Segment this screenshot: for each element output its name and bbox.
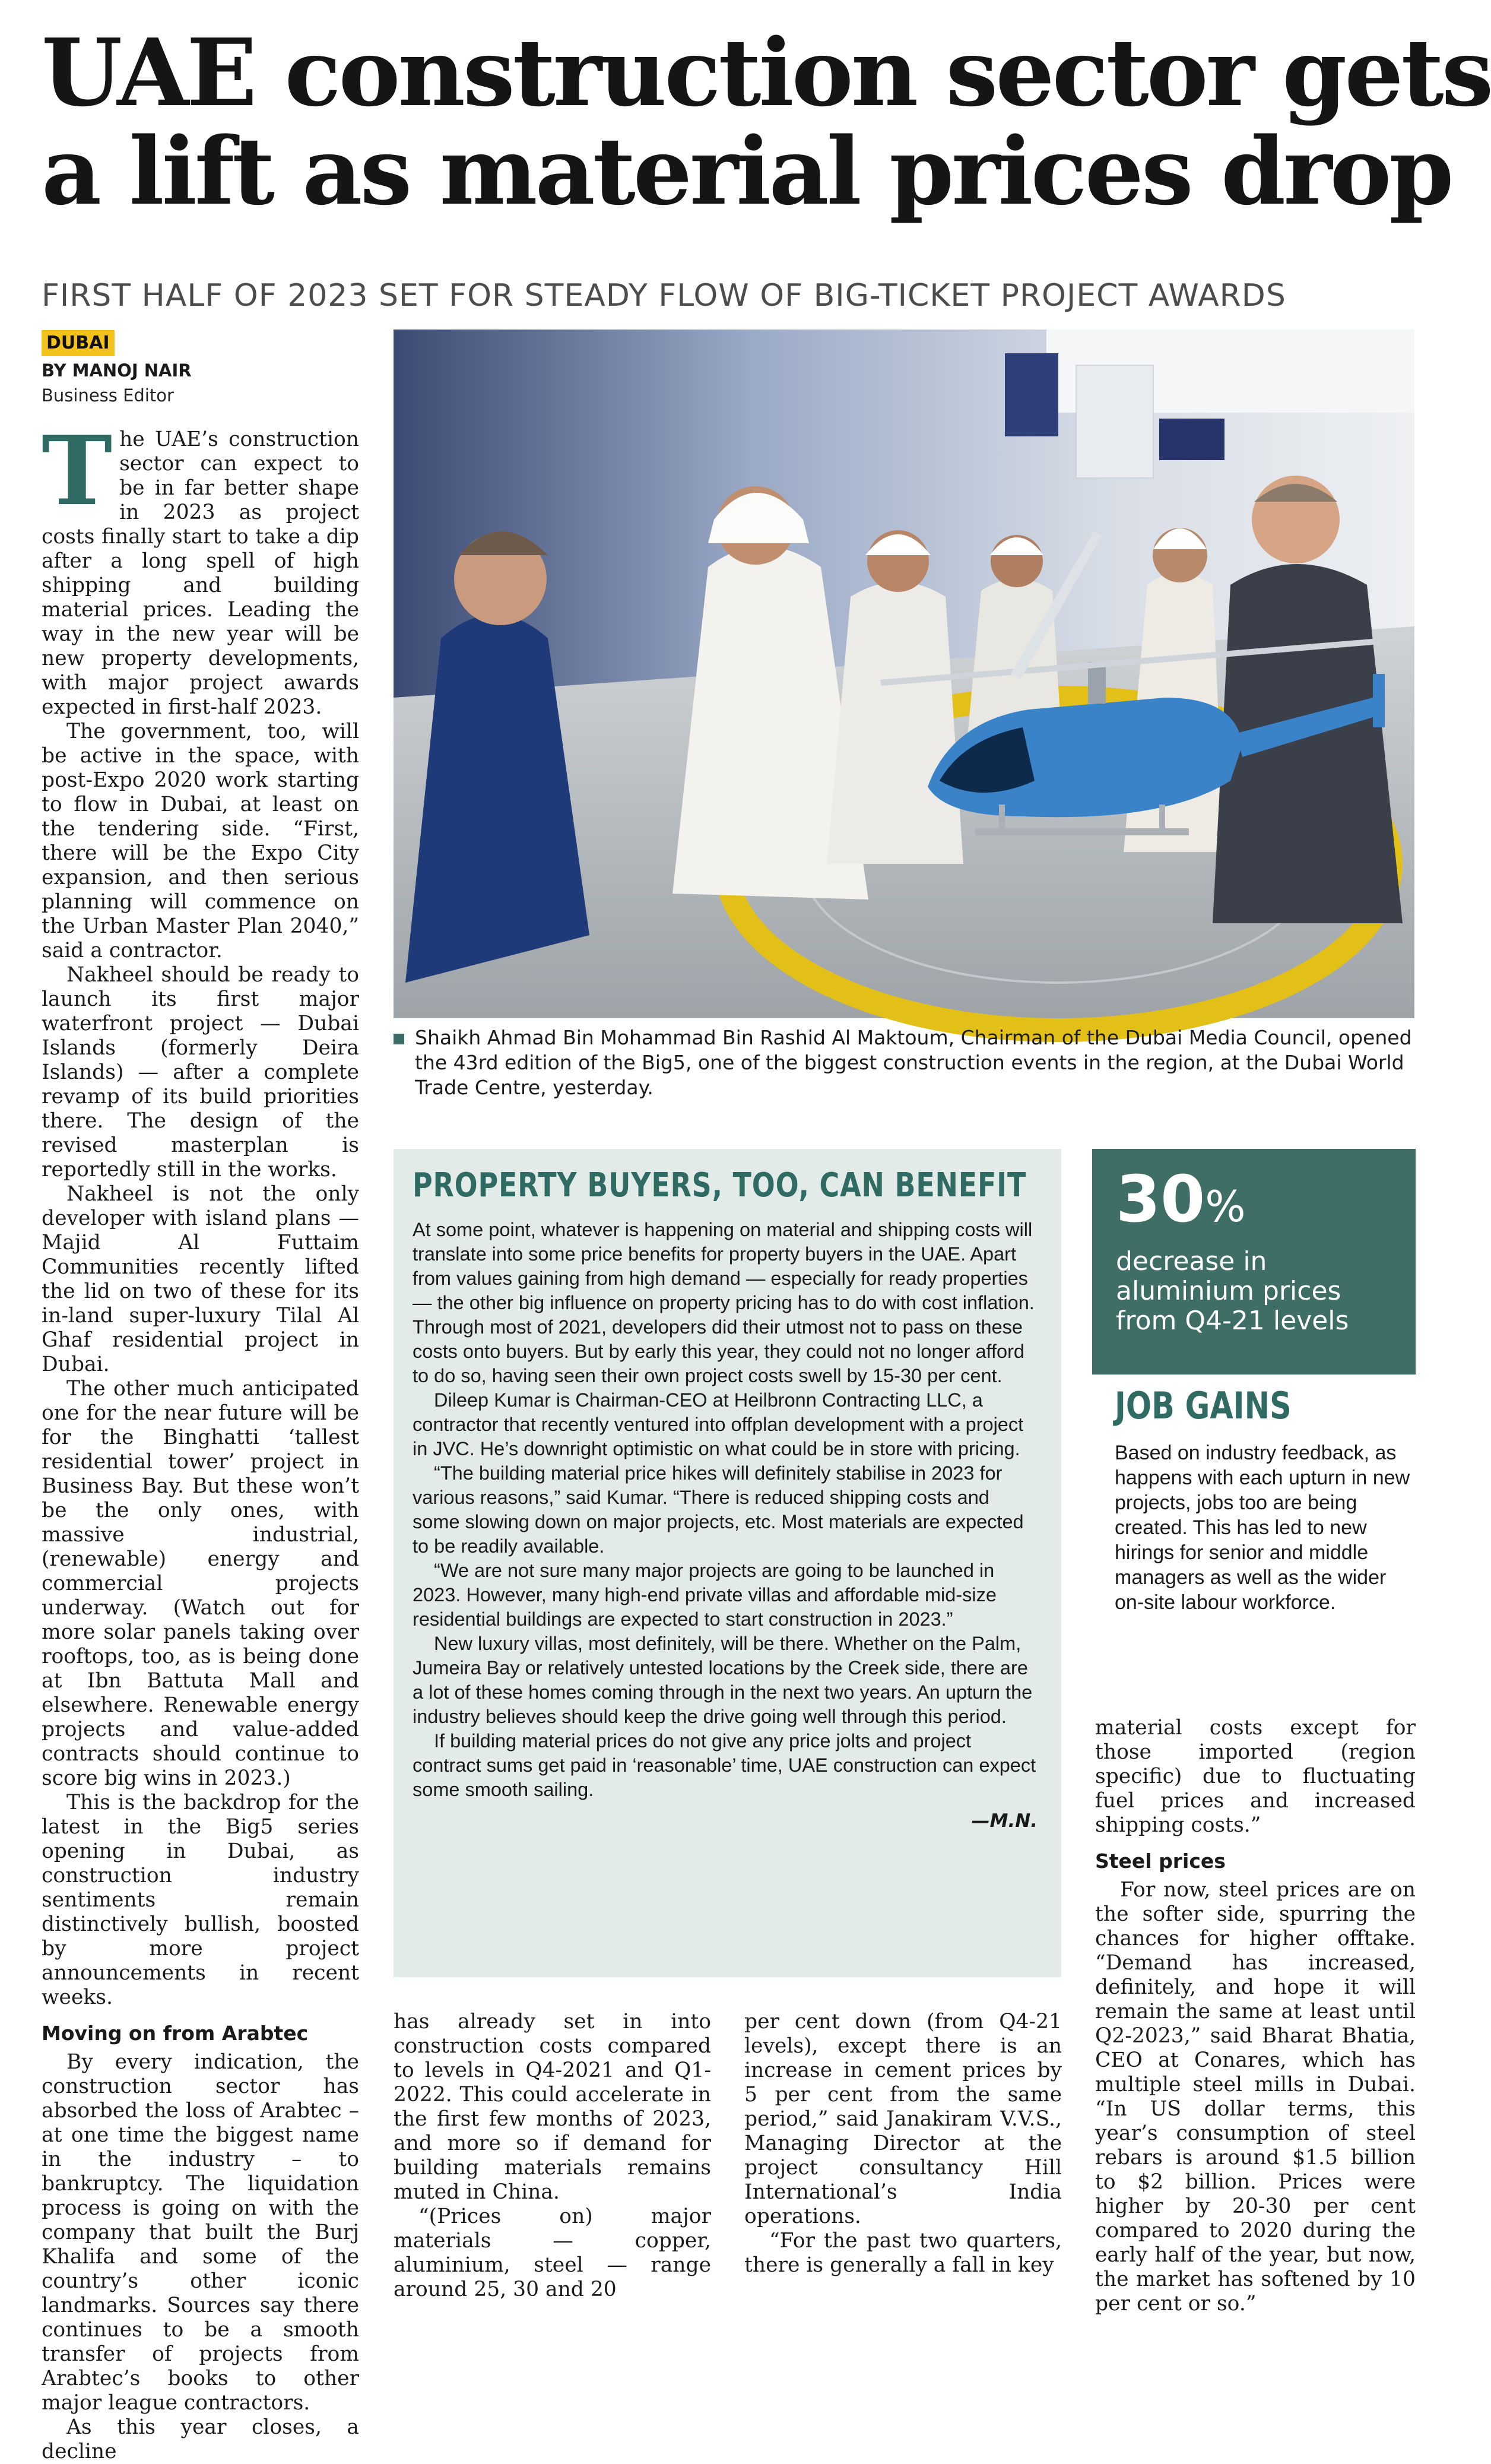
sidebar-paragraph: “The building material price hikes will definitely stabilise in 2023 for various reasons,” said Kumar. “There is reduced shipping costs and some slowing down on major projects, etc. Most materials are expected to be readily available. [413,1462,1024,1557]
dateline: DUBAI [42,330,115,356]
paragraph: Nakheel should be ready to launch its first major waterfront project — Dubai Islands (formerly Deira Islands) — after a complete revamp of its build priorities there. The design of the revised masterplan is reportedly still in the works. [42,963,359,1182]
job-gains-title: JOB GAINS [1115,1384,1292,1427]
sidebar-property-buyers [394,1149,1061,1977]
paragraph: “For the past two quarters, there is generally a fall in key [744,2229,1062,2277]
paragraph: “(Prices on) major materials — copper, aluminium, steel — range around 25, 30 and 20 [394,2205,711,2301]
paragraph: material costs except for those imported (region specific) due to fluctuating fuel prices and increased shipping costs.” [1095,1716,1416,1837]
sidebar-paragraph: New luxury villas, most definitely, will be there. Whether on the Palm, Jumeira Bay or relatively untested locations by the Creek side, there are a lot of these homes coming through in the next two years. An upturn the industry believes should keep the drive going well through this period. [413,1633,1033,1727]
article-column-3 [744,2010,1062,2283]
headline-line-1: UAE construction sector gets [42,18,1491,127]
paragraph: This is the backdrop for the latest in the Big5 series opening in Dubai, as construction industry sentiments remain distinctively bullish, boosted by more project announcements in recent weeks. [42,1791,359,2009]
paragraph: per cent down (from Q4-21 levels), except there is an increase in cement prices by 5 per cent from the same period,” said Janakiram V.V.S., Managing Director at the project consultancy Hill International’s India operations. [744,2010,1062,2228]
article-column-2 [394,2010,711,2301]
sidebar-paragraph: At some point, whatever is happening on material and shipping costs will translate into some price benefits for property buyers in the UAE. Apart from values gaining from high demand — especially for ready properties — the other big influence on property pricing has to do with cost inflation. Through most of 2021, developers did their utmost not to pass on these costs onto buyers. But by early this year, they could not no longer afford to do so, having seen their own project costs swell by 15-30 per cent. [413,1219,1035,1386]
subheadline: FIRST HALF OF 2023 SET FOR STEADY FLOW OF BIG-TICKET PROJECT AWARDS [42,278,1286,313]
stat-label: decrease in aluminium prices from Q4-21 levels [1116,1246,1349,1336]
lead-paragraph: The UAE’s construction sector can expect to be in far better shape in 2023 as project costs finally start to take a dip after a long spell of high shipping and building material prices. Leading the way in the new year will be new property developments, with major project awards expected in first-half 2023. [42,415,359,719]
stat-unit: % [1205,1182,1246,1231]
photo-caption: Shaikh Ahmad Bin Mohammad Bin Rashid Al Maktoum, Chairman of the Dubai Media Council, opened the 43rd edition of the Big5, one of the biggest construction events in the region, at the Dubai World Trade Centre, yesterday. [394,1025,1414,1100]
byline-role: Business Editor [42,385,174,406]
sidebar-paragraph: If building material prices do not give any price jolts and project contract sums get paid in ‘reasonable’ time, UAE construction can expect some smooth sailing. [413,1730,1036,1800]
paragraph: The government, too, will be active in the space, with post-Expo 2020 work starting to flow in Dubai, at least on the tendering side. “First, there will be the Expo City expansion, and then serious planning will commence on the Urban Master Plan 2040,” said a contractor. [42,720,359,962]
sidebar-body [413,1218,1038,1802]
paragraph: By every indication, the construction sector has absorbed the loss of Arabtec – at one time the biggest name in the industry – to bankruptcy. The liquidation process is going on with the company that built the Burj Khalifa and some of the country’s other iconic landmarks. Sources say there continues to be a smooth transfer of projects from Arabtec’s books to other major league contractors. [42,2050,359,2415]
job-gains-body: Based on industry feedback, as happens with each upturn in new projects, jobs too are being created. This has led to new hirings for senior and middle managers as well as the wider on-site labour workforce. [1115,1442,1410,1614]
paragraph: Nakheel is not the only developer with island plans — Majid Al Futtaim Communities recently lifted the lid on two of these for its in-land super-luxury Tilal Al Ghaf residential project in Dubai. [42,1182,359,1376]
sidebar-signature: —M.N. [971,1810,1038,1832]
photo-illustration [394,330,1414,1018]
caption-bullet-icon [394,1034,404,1044]
sidebar-paragraph: Dileep Kumar is Chairman-CEO at Heilbronn Contracting LLC, a contractor that recently ventured into offplan development with a project in JVC. He’s downright optimistic on what could be in store with pricing. [413,1389,1024,1459]
byline-author: BY MANOJ NAIR [42,360,192,381]
section-heading-steel: Steel prices [1095,1849,1226,1873]
headline-line-2: a lift as material prices drop [42,117,1452,226]
paragraph: has already set in into construction costs compared to levels in Q4-2021 and Q1-2022. This could accelerate in the first few months of 2023, and more so if demand for building materials remains muted in China. [394,2010,711,2204]
drop-cap: T [42,415,113,527]
paragraph: The other much anticipated one for the near future will be for the Binghatti ‘tallest residential tower’ project in Business Bay. But these won’t be the only ones, with massive industrial, (renewable) energy and commercial projects underway. (Watch out for more solar panels taking over rooftops, too, as is being done at Ibn Battuta Mall and elsewhere. Renewable energy projects and value-added contracts should continue to score big wins in 2023.) [42,1377,359,1790]
paragraph: As this year closes, a decline [42,2415,359,2463]
stat-value: 30% [1116,1163,1246,1237]
sidebar-title: PROPERTY BUYERS, TOO, CAN BENEFIT [413,1166,1027,1205]
article-column-4 [1095,1716,1416,2316]
paragraph: For now, steel prices are on the softer side, spurring the chances for higher offtake. “Demand has increased, definitely, and hope it will remain the same at least until Q2-2023,” said Bharat Bhatia, CEO at Conares, which has multiple steel mills in Dubai. “In US dollar terms, this year’s consumption of steel rebars is around $1.5 billion to $2 billion. Prices were higher by 20-30 per cent compared to 2020 during the early half of the year, but now, the market has softened by 10 per cent or so.” [1095,1878,1416,2316]
news-photo [394,330,1414,1018]
section-heading-arabtec: Moving on from Arabtec [42,2022,309,2045]
stat-box [1092,1149,1416,1374]
sidebar-paragraph: “We are not sure many major projects are going to be launched in 2023. However, many high-end private villas and affordable mid-size residential buildings are expected to start construction in 2023.” [413,1560,997,1630]
article-column-1 [42,415,359,2463]
headline [42,18,1491,226]
